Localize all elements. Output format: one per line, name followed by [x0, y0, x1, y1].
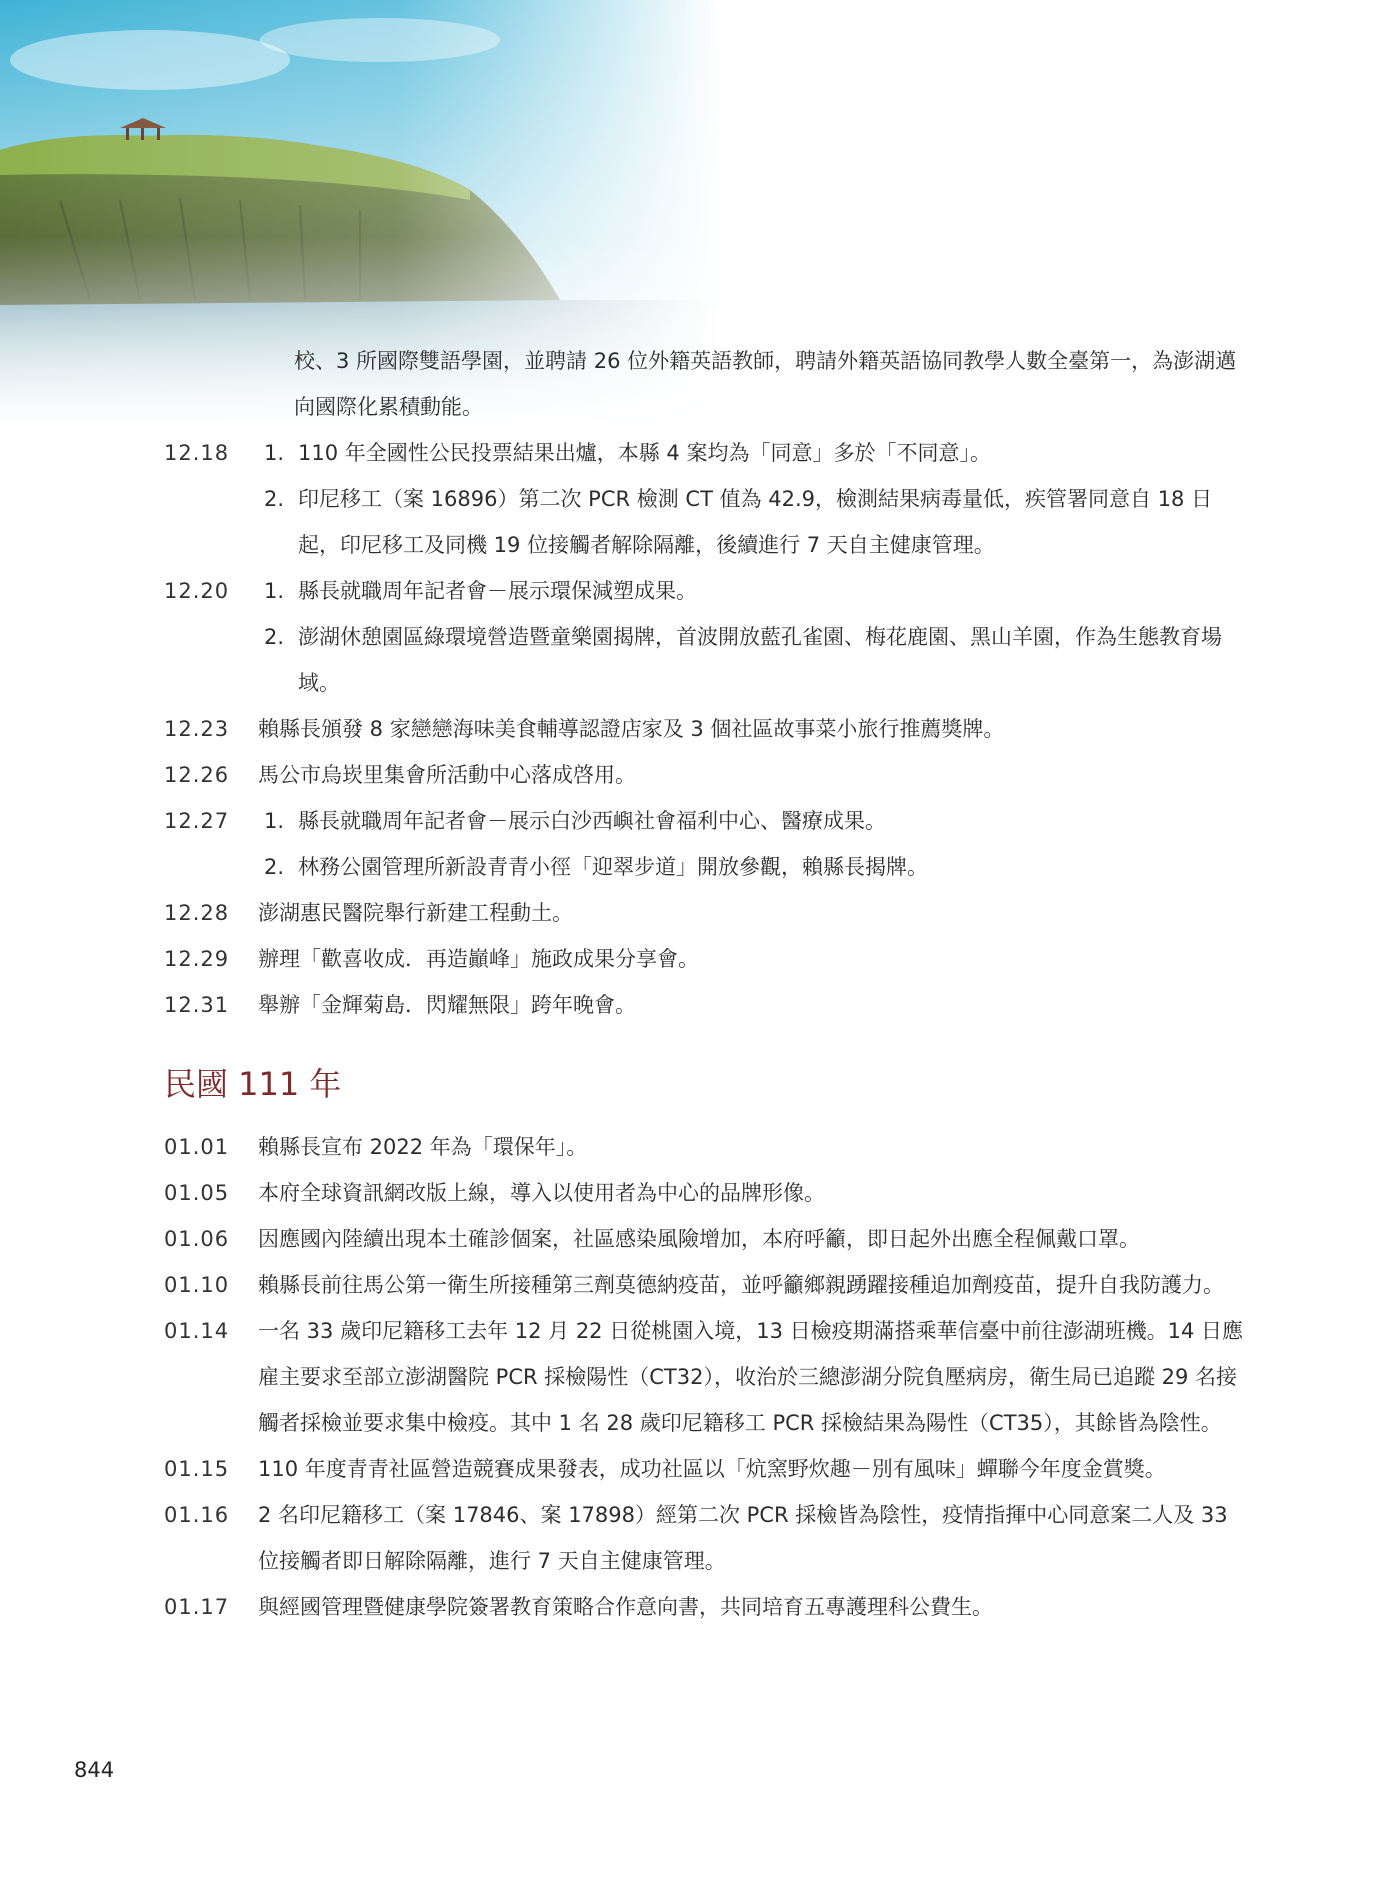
entry-items — [258, 798, 1244, 890]
entry-date: 12.28 — [164, 901, 230, 925]
numbered-item — [258, 614, 1244, 706]
numbered-item — [258, 568, 1244, 614]
entry-text: 馬公市烏崁里集會所活動中心落成啓用。 — [258, 763, 636, 787]
entry-date: 01.15 — [164, 1457, 230, 1481]
item-text: 縣長就職周年記者會－展示環保減塑成果。 — [298, 579, 697, 603]
entry-text: 因應國內陸續出現本土確診個案，社區感染風險增加，本府呼籲，即日起外出應全程佩戴口罩。 — [258, 1227, 1140, 1251]
item-text: 印尼移工（案 16896）第二次 PCR 檢測 CT 值為 42.9，檢測結果病毒量低，疾管署同意自 18 日起，印尼移工及同機 19 位接觸者解除隔離，後續進行 7 天自主健康管理。 — [298, 487, 1213, 557]
entry-text: 辦理「歡喜收成．再造巓峰」施政成果分享會。 — [258, 947, 699, 971]
date-entry — [164, 1216, 1244, 1262]
date-entry — [164, 1124, 1244, 1170]
entry-text: 校、3 所國際雙語學園，並聘請 26 位外籍英語教師，聘請外籍英語協同教學人數全臺第一，為澎湖邁向國際化累積動能。 — [294, 349, 1237, 419]
date-entry — [164, 1308, 1244, 1446]
numbered-item — [258, 476, 1244, 568]
entry-date: 01.17 — [164, 1595, 230, 1619]
page-number: 844 — [74, 1758, 115, 1782]
date-entry — [164, 1170, 1244, 1216]
item-number: 1. — [264, 809, 285, 833]
date-entry — [164, 936, 1244, 982]
date-entry — [164, 568, 1244, 706]
date-entry — [164, 1446, 1244, 1492]
item-number: 2. — [264, 855, 285, 879]
numbered-item — [258, 798, 1244, 844]
entry-text: 一名 33 歲印尼籍移工去年 12 月 22 日從桃園入境，13 日檢疫期滿搭乘華信臺中前往澎湖班機。14 日應雇主要求至部立澎湖醫院 PCR 採檢陽性（CT32），收治於三總澎湖分院負壓病房，衛生局已追蹤 29 名接觸者採檢並要求集中檢疫。其中 1 名 28 歲印尼籍移工 PCR 採檢結果為陽性（CT35），其餘皆為陰性。 — [258, 1319, 1244, 1435]
entries-111 — [164, 1124, 1244, 1630]
entry-text: 賴縣長前往馬公第一衛生所接種第三劑莫德納疫苗，並呼籲鄉親踴躍接種追加劑疫苗，提升自我防護力。 — [258, 1273, 1224, 1297]
entry-text: 2 名印尼籍移工（案 17846、案 17898）經第二次 PCR 採檢皆為陰性，疫情指揮中心同意案二人及 33 位接觸者即日解除隔離，進行 7 天自主健康管理。 — [258, 1503, 1228, 1573]
entry-text: 賴縣長宣布 2022 年為「環保年」。 — [258, 1135, 588, 1159]
entry-date: 12.20 — [164, 579, 230, 603]
item-number: 2. — [264, 625, 285, 649]
entry-text: 舉辦「金輝菊島．閃耀無限」跨年晚會。 — [258, 993, 636, 1017]
entry-date: 01.14 — [164, 1319, 230, 1343]
entry-date: 12.26 — [164, 763, 230, 787]
entry-text: 與經國管理暨健康學院簽署教育策略合作意向書，共同培育五專護理科公費生。 — [258, 1595, 993, 1619]
entry-date: 12.18 — [164, 441, 230, 465]
date-entry — [164, 1492, 1244, 1584]
entry-date: 12.23 — [164, 717, 230, 741]
date-entry — [164, 430, 1244, 568]
item-text: 林務公園管理所新設青青小徑「迎翠步道」開放參觀，賴縣長揭牌。 — [298, 855, 928, 879]
date-entry — [164, 890, 1244, 936]
item-text: 縣長就職周年記者會－展示白沙西嶼社會福利中心、醫療成果。 — [298, 809, 886, 833]
entry-text: 賴縣長頒發 8 家戀戀海味美食輔導認證店家及 3 個社區故事菜小旅行推薦獎牌。 — [258, 717, 1005, 741]
item-text: 澎湖休憩園區綠環境營造暨童樂園揭牌，首波開放藍孔雀園、梅花鹿園、黑山羊園，作為生態教育場域。 — [298, 625, 1222, 695]
entry-date: 12.31 — [164, 993, 230, 1017]
entries-1221 — [164, 430, 1244, 1028]
date-entry — [164, 706, 1244, 752]
document-body — [164, 338, 1244, 1630]
date-entry — [164, 982, 1244, 1028]
entry-date: 01.06 — [164, 1227, 230, 1251]
entry-date: 01.01 — [164, 1135, 230, 1159]
item-number: 2. — [264, 487, 285, 511]
entry-text: 澎湖惠民醫院舉行新建工程動土。 — [258, 901, 573, 925]
entry-text: 110 年度青青社區營造競賽成果發表，成功社區以「炕窯野炊趣－別有風味」蟬聯今年度金賞獎。 — [258, 1457, 1166, 1481]
numbered-item — [258, 844, 1244, 890]
date-entry — [164, 752, 1244, 798]
entry-date: 01.16 — [164, 1503, 230, 1527]
section-title: 民國 111 年 — [164, 1065, 342, 1103]
continuation-paragraph — [164, 338, 1244, 430]
date-entry — [164, 1584, 1244, 1630]
item-text: 110 年全國性公民投票結果出爐，本縣 4 案均為「同意」多於「不同意」。 — [298, 441, 991, 465]
entry-date: 12.27 — [164, 809, 230, 833]
entry-items — [258, 430, 1244, 568]
entry-items — [258, 568, 1244, 706]
entry-date: 01.05 — [164, 1181, 230, 1205]
item-number: 1. — [264, 441, 285, 465]
item-number: 1. — [264, 579, 285, 603]
entry-date: 12.29 — [164, 947, 230, 971]
date-entry — [164, 798, 1244, 890]
date-entry — [164, 1262, 1244, 1308]
entry-text: 本府全球資訊網改版上線，導入以使用者為中心的品牌形像。 — [258, 1181, 825, 1205]
numbered-item — [258, 430, 1244, 476]
entry-date: 01.10 — [164, 1273, 230, 1297]
